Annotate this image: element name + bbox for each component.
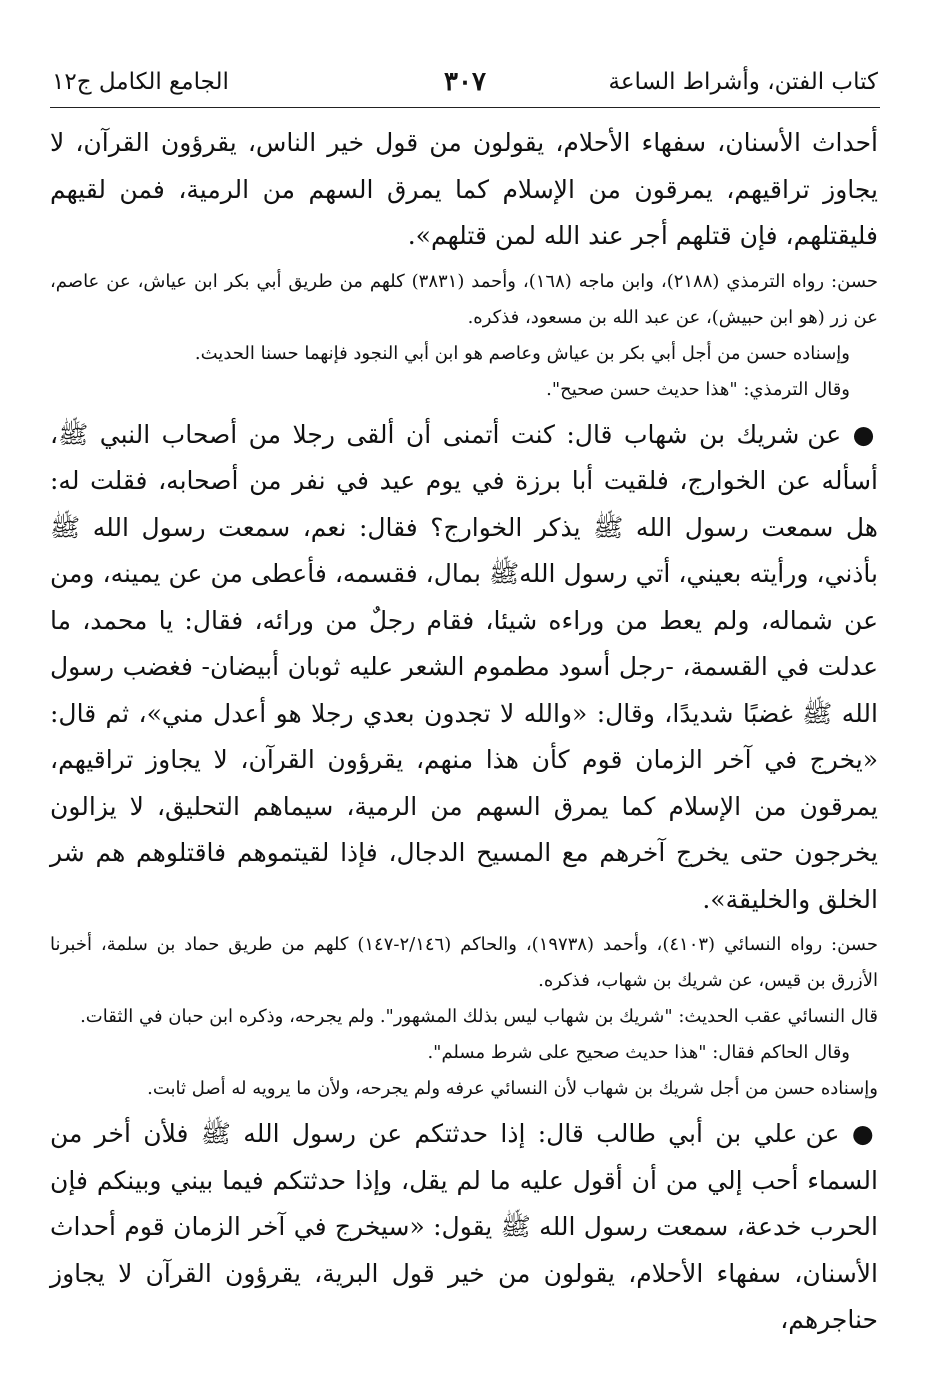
takhrij-note: حسن: رواه الترمذي (٢١٨٨)، وابن ماجه (١٦٨)، وأحمد (٣٨٣١) كلهم من طريق أبي بكر ابن عياش، عن عاصم، عن زر (هو ابن حبيش)، عن عبد الله بن مسعود، فذكره. <box>50 270 879 328</box>
bullet-marker: ● <box>851 1119 878 1148</box>
page-body <box>50 120 878 1344</box>
hadith-text-continued: أحداث الأسنان، سفهاء الأحلام، يقولون من قول خير الناس، يقرؤون القرآن، لا يجاوز تراقيهم، يمرقون من الإسلام كما يمرق السهم من الرمية، فمن لقيهم فليقتلهم، فإن قتلهم أجر عند الله لمن قتلهم». <box>50 128 878 250</box>
running-header <box>52 62 878 102</box>
hadith-ali-text: عن علي بن أبي طالب قال: إذا حدثتكم عن رسول الله ﷺ فلأن أخر من السماء أحب إلي من أن أقول عليه ما لم يقل، وإذا حدثتكم فيما بيني وبينكم فإن الحرب خدعة، سمعت رسول الله ﷺ يقول: «سيخرج في آخر الزمان قوم أحداث الأسنان، سفهاء الأحلام، يقولون من خير قول البرية، يقرؤون القرآن لا يجاوز حناجرهم، <box>50 1119 878 1334</box>
nasai-note: قال النسائي عقب الحديث: "شريك بن شهاب ليس بذلك المشهور". ولم يجرحه، وذكره ابن حبان في الثقات. <box>80 1006 878 1027</box>
book-title: الجامع الكامل ج١٢ <box>52 69 229 95</box>
chapter-title: كتاب الفتن، وأشراط الساعة <box>608 69 878 95</box>
tirmidhi-note: وقال الترمذي: "هذا حديث حسن صحيح". <box>546 378 850 400</box>
hadith-ali <box>50 1111 878 1344</box>
hadith-sharik <box>50 412 878 924</box>
isnad-note: وإسناده حسن من أجل شريك بن شهاب لأن النسائي عرفه ولم يجرحه، ولأن ما يرويه له أصل ثابت. <box>147 1078 878 1099</box>
isnad-note: وإسناده حسن من أجل أبي بكر بن عياش وعاصم هو ابن أبي النجود فإنهما حسنا الحديث. <box>194 342 850 364</box>
bullet-marker: ● <box>852 419 878 449</box>
page-number: ٣٠٧ <box>444 67 486 97</box>
hadith-sharik-text: عن شريك بن شهاب قال: كنت أتمنى أن ألقى رجلا من أصحاب النبي ﷺ، أسأله عن الخوارج، فلقيت أبا برزة في يوم عيد في نفر من أصحابه، فقلت له: هل سمعت رسول الله ﷺ يذكر الخوارج؟ فقال: نعم، سمعت رسول الله ﷺ بأذني، ورأيته بعيني، أتي رسول اللهﷺ بمال، فقسمه، فأعطى من عن يمينه، ومن عن شماله، ولم يعط من وراءه شيئا، فقام رجلٌ من ورائه، فقال: يا محمد، ما عدلت في القسمة، -رجل أسود مطموم الشعر عليه ثوبان أبيضان- فغضب رسول الله ﷺ غضبًا شديدًا، وقال: «والله لا تجدون بعدي رجلا هو أعدل مني»، ثم قال: «يخرج في آخر الزمان قوم كأن هذا منهم، يقرؤون القرآن، لا يجاوز تراقيهم، يمرقون من الإسلام كما يمرق السهم من الرمية، سيماهم التحليق، لا يزالون يخرجون حتى يخرج آخرهم مع المسيح الدجال، فإذا لقيتموهم فاقتلوهم هم شر الخلق والخليقة». <box>50 419 878 914</box>
takhrij-note: حسن: رواه النسائي (٤١٠٣)، وأحمد (١٩٧٣٨)، والحاكم (٢/١٤٦-١٤٧) كلهم من طريق حماد بن سلمة، أخبرنا الأزرق بن قيس، عن شريك بن شهاب، فذكره. <box>50 934 878 991</box>
header-rule <box>50 107 880 108</box>
hakim-note: وقال الحاكم فقال: "هذا حديث صحيح على شرط مسلم". <box>427 1042 850 1063</box>
